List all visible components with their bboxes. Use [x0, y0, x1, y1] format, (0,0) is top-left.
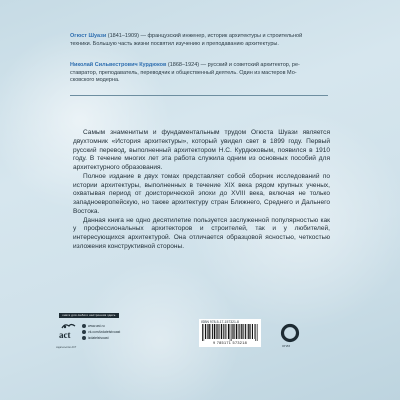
barcode-panel [199, 319, 261, 347]
divider-line [70, 95, 328, 96]
description-paragraph: Полное издание в двух томах представляет собой сборник исследований по истории архитектуры, выполненных в течение XIX века рядом крупных ученых, охватывая период от доисторической эпохи до XVIII века, включая не только западноевропейскую, но также архитектуру стран Ближнего, Среднего и Дальнего Востока. [73, 172, 330, 215]
author-bio-line: ставратор, преподаватель, переводчик и общественный деятель. Один из мастеров Мо- [70, 69, 297, 76]
instagram-icon [82, 336, 86, 340]
author-bio-line: — русский и советский архитектор, ре- [200, 62, 300, 68]
contact-text: www.ast.ru [88, 324, 105, 328]
publisher-slogan: книги для любого настроения здесь [59, 313, 119, 318]
description-paragraph: Самым знаменитым и фундаментальным трудом Огюста Шуази является двухтомник «История архитектуры», который увидел свет в 1899 году. Первый русский перевод, выполненный архитектором Н.С. Курдюковым, появился в 1910 году. В течение многих лет эта работа служила одним из основных пособий для архитектурного образования. [73, 129, 330, 171]
author-name: Николай Сильвестрович Курдюков [70, 62, 167, 68]
author-years: (1841–1909) [107, 33, 139, 39]
isbn-label: ISBN 978-5-17-157321-8 [201, 320, 239, 324]
author-years: (1868–1924) [167, 62, 200, 68]
author-bio-line: — французский инженер, историк архитектуры и строительной [140, 33, 303, 39]
barcode-icon [201, 324, 259, 341]
web-icon [82, 324, 86, 328]
author-bio-choisy [70, 33, 328, 48]
series-ring-logo-icon [280, 323, 300, 343]
author-name: Огюст Шуази [70, 33, 107, 39]
contact-item [82, 335, 120, 341]
author-bio-kurdyukov [70, 62, 328, 85]
publisher-logo-text: act [59, 330, 71, 340]
series-logo-label: ОГИЗ [282, 344, 290, 348]
barcode-number: 9 785171 573218 [212, 341, 248, 345]
publisher-contacts [82, 323, 120, 341]
author-bio-line: техники. Большую часть жизни посвятил изучению и преподаванию архитектуры. [70, 40, 279, 47]
book-description [73, 129, 330, 252]
publisher-logo [59, 322, 79, 344]
publisher-caption: издательство АСТ [56, 346, 77, 349]
author-bio-line: сковского модерна. [70, 77, 120, 84]
contact-text: izdatelstvoast [88, 336, 109, 340]
vk-icon [82, 330, 86, 334]
description-paragraph: Данная книга не одно десятилетие пользуется заслуженной популярностью как у профессиональных архитекторов и строителей, так и у любителей, интересующихся архитектурой. Она отличается образцовой ясностью, четкостью изложения конструктивной стороны. [73, 216, 330, 250]
contact-text: vk.com/izdatelstvoast [88, 330, 121, 334]
